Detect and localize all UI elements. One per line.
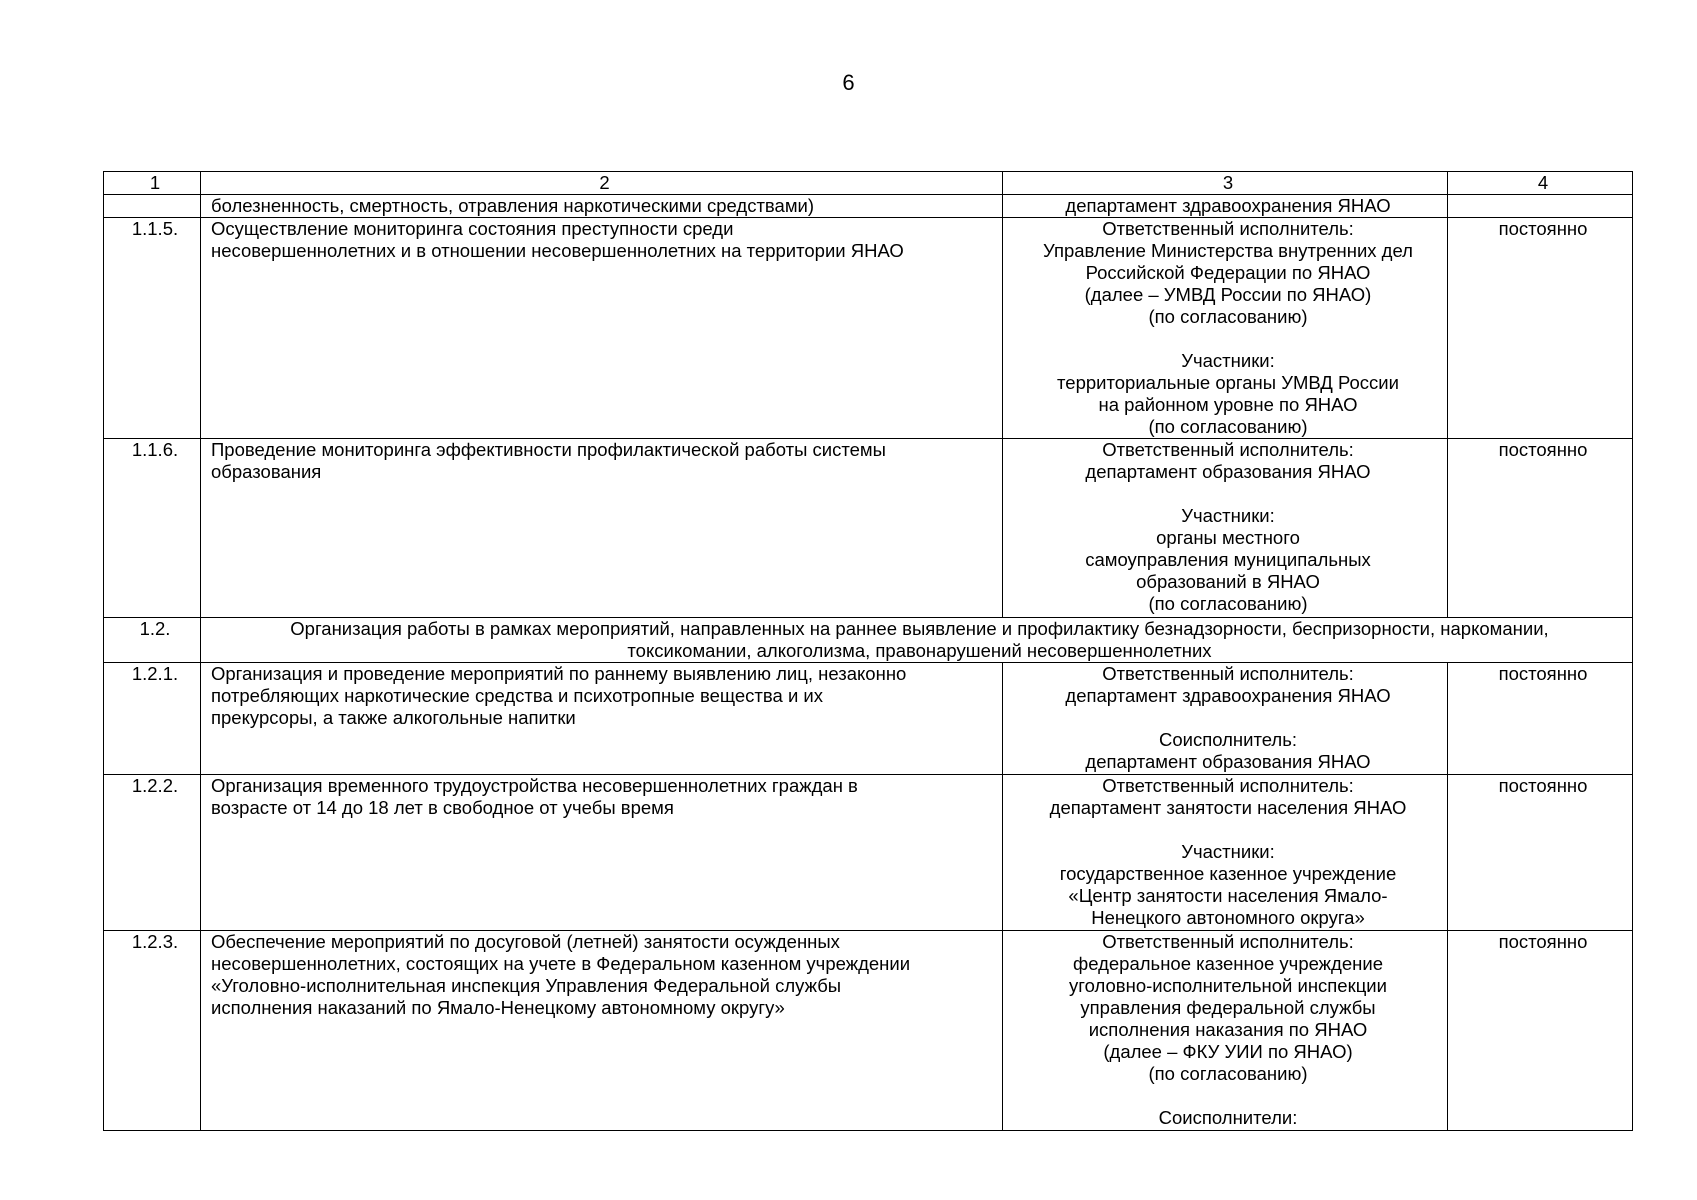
row-number: 1.1.6.	[104, 439, 201, 618]
row-text: Осуществление мониторинга состояния преступности среди несовершеннолетних и в отношении несовершеннолетних на территории ЯНАО	[201, 218, 1003, 439]
section-title: Организация работы в рамках мероприятий, направленных на раннее выявление и профилактику безнадзорности, беспризорности, наркомании, токсикомании, алкоголизма, правонарушений несовершеннолетних	[201, 618, 1633, 663]
row-executor: департамент здравоохранения ЯНАО	[1003, 195, 1448, 218]
row-text: Обеспечение мероприятий по досуговой (летней) занятости осужденных несовершеннолетних, состоящих на учете в Федеральном казенном учреждении «Уголовно-исполнительная инспекция Управления Федеральной службы исполнения наказаний по Ямало-Ненецкому автономному округу»	[201, 931, 1003, 1131]
header-col-1: 1	[104, 172, 201, 195]
row-executor: Ответственный исполнитель: департамент образования ЯНАО Участники: органы местного самоуправления муниципальных образований в ЯНАО (по согласованию)	[1003, 439, 1448, 618]
table-row	[104, 218, 1633, 439]
continuation-row	[104, 195, 1633, 218]
table-row	[104, 663, 1633, 775]
row-number: 1.2.3.	[104, 931, 201, 1131]
section-number: 1.2.	[104, 618, 201, 663]
table-row	[104, 931, 1633, 1131]
header-col-3: 3	[1003, 172, 1448, 195]
row-deadline: постоянно	[1448, 931, 1633, 1131]
row-text: болезненность, смертность, отравления наркотическими средствами)	[201, 195, 1003, 218]
header-col-2: 2	[201, 172, 1003, 195]
row-executor: Ответственный исполнитель: Управление Министерства внутренних дел Российской Федерации по ЯНАО (далее – УМВД России по ЯНАО) (по согласованию) Участники: территориальные органы УМВД России на районном уровне по ЯНАО (по согласованию)	[1003, 218, 1448, 439]
row-text: Проведение мониторинга эффективности профилактической работы системы образования	[201, 439, 1003, 618]
row-text: Организация временного трудоустройства несовершеннолетних граждан в возрасте от 14 до 18 лет в свободное от учебы время	[201, 775, 1003, 931]
row-number: 1.1.5.	[104, 218, 201, 439]
row-executor: Ответственный исполнитель: федеральное казенное учреждение уголовно-исполнительной инспекции управления федеральной службы исполнения наказания по ЯНАО (далее – ФКУ УИИ по ЯНАО) (по согласованию) Соисполнители:	[1003, 931, 1448, 1131]
row-number	[104, 195, 201, 218]
row-number: 1.2.2.	[104, 775, 201, 931]
table-row	[104, 775, 1633, 931]
section-row	[104, 618, 1633, 663]
row-deadline	[1448, 195, 1633, 218]
row-deadline: постоянно	[1448, 439, 1633, 618]
action-plan-table	[103, 171, 1633, 1131]
row-executor: Ответственный исполнитель: департамент занятости населения ЯНАО Участники: государственное казенное учреждение «Центр занятости населения Ямало- Ненецкого автономного округа»	[1003, 775, 1448, 931]
row-text: Организация и проведение мероприятий по раннему выявлению лиц, незаконно потребляющих наркотические средства и психотропные вещества и их прекурсоры, а также алкогольные напитки	[201, 663, 1003, 775]
table-row	[104, 439, 1633, 618]
row-deadline: постоянно	[1448, 775, 1633, 931]
row-deadline: постоянно	[1448, 663, 1633, 775]
table-header-row	[104, 172, 1633, 195]
header-col-4: 4	[1448, 172, 1633, 195]
page-number: 6	[842, 70, 855, 95]
row-deadline: постоянно	[1448, 218, 1633, 439]
row-number: 1.2.1.	[104, 663, 201, 775]
row-executor: Ответственный исполнитель: департамент здравоохранения ЯНАО Соисполнитель: департамент образования ЯНАО	[1003, 663, 1448, 775]
